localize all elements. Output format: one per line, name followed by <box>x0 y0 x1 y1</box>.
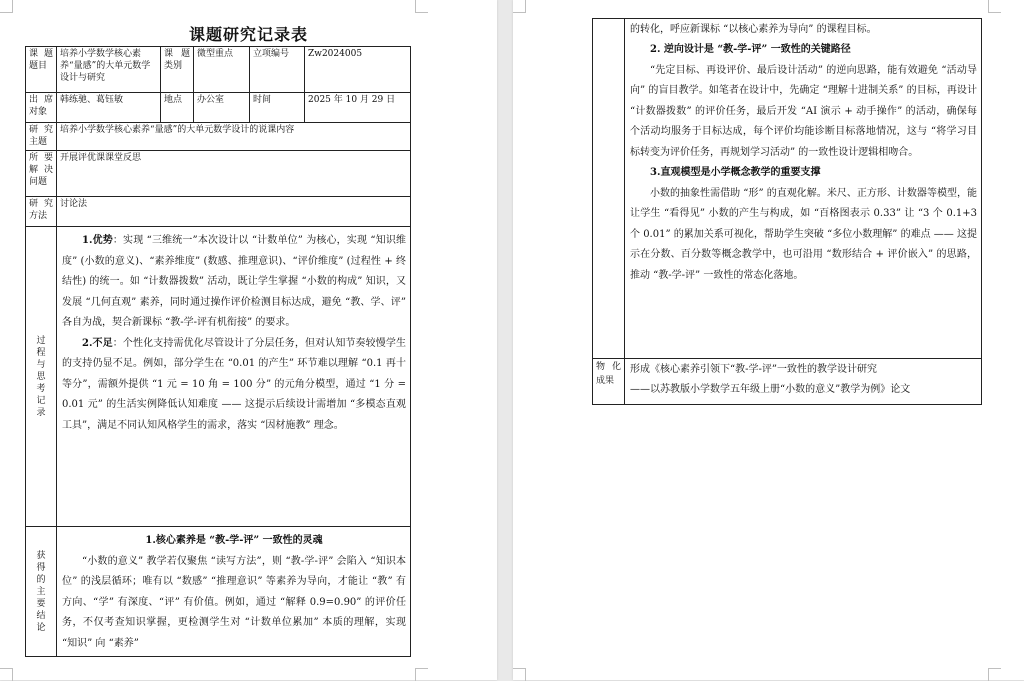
result-line-1: 形成《核心素养引领下“教-学-评”一致性的教学设计研究 <box>630 364 877 375</box>
attendee-value: 韩练驰、葛钰敏 <box>57 93 161 123</box>
conclusion-paragraph-1: “小数的意义” 教学若仅聚焦 “读写方法”，则 “教-学-评” 会陷入 “知识本位” 的浅层循环；唯有以 “数感” “推理意识” 等素养为导向，才能让 “教” 有方向、“学” 有深度、“评” 有价值。例如，通过 “解释 0.9=0.90” 的评价任务，不仅考查知识掌握，更检测学生对 “计数单位累加” 本质的理解，实现 “知识” 向 “素养” <box>62 555 406 649</box>
page-corner-mark <box>513 668 526 681</box>
conclusion-label: 获 得 的 主 要 结 论 <box>26 527 57 657</box>
time-label: 时间 <box>250 93 305 123</box>
record-table <box>25 46 411 657</box>
page-corner-mark <box>513 0 526 13</box>
theme-value: 培养小学数学核心素养“量感”的大单元数学设计的说课内容 <box>57 123 411 151</box>
conclusion-paragraph-1-continued: 的转化，呼应新课标 “以核心素养为导向” 的课程目标。 <box>630 24 877 35</box>
method-label: 研 究 方法 <box>26 197 57 227</box>
place-label: 地点 <box>161 93 194 123</box>
conclusion-paragraph-2: “先定目标、再设评价、最后设计活动” 的逆向思路，能有效避免 “活动导向” 的盲目教学。如笔者在设计中，先确定 “理解十进制关系” 的目标，再设计 “计数器拨数” 的评价任务，最后开发 “AI 演示 + 动手操作” 的活动，确保每个活动均服务于目标达成，每个评价均能诊断目标落地情况，这与 “将学习目标转变为评价任务，再规划学习活动” 的一致性设计逻辑相吻合。 <box>630 64 977 158</box>
conclusion-paragraph-3: 小数的抽象性需借助 “形” 的直观化解。米尺、正方形、计数器等模型，能让学生 “看得见” 小数的产生与构成，如 “百格图表示 0.33” 让 “3 个 0.1+3 个 0.01” 的累加关系可视化，帮助学生突破 “多位小数理解” 的难点 —— 这提示在分数、百分数等概念教学中，也可沿用 “数形结合 + 评价嵌入” 的思路，推动 “教-学-评” 一致性的常态化落地。 <box>630 187 977 281</box>
conclusion-heading-3: 3.直观模型是小学概念教学的重要支撑 <box>650 167 821 178</box>
result-label: 物 化 成果 <box>593 359 625 405</box>
problem-value: 开展评优课课堂反思 <box>57 151 411 197</box>
place-value: 办公室 <box>194 93 250 123</box>
page-corner-mark <box>415 668 428 681</box>
conclusion-content <box>57 527 411 657</box>
topic-label: 课 题 题目 <box>26 47 57 93</box>
topic-value: 培养小学数学核心素养“量感”的大单元数学设计与研究 <box>57 47 161 93</box>
time-value: 2025 年 10 月 29 日 <box>305 93 411 123</box>
conclusion-content-continued <box>625 19 982 359</box>
process-paragraph-weakness: 2.不足：个性化支持需优化尽管设计了分层任务，但对认知节奏较慢学生的支持仍显不足。例如，部分学生在 “0.01 的产生” 环节难以理解 “0.1 再十等分”，需额外提供 “1 元 = 10 角 = 100 分” 的元角分模型，通过 “1 分 = 0.01 元” 的生活实例降低认知难度 —— 这提示后续设计需增加 “多模态直观工具”，满足不同认知风格学生的需求，落实 “因材施教” 理念。 <box>62 337 407 431</box>
document-title: 课题研究记录表 <box>188 25 308 44</box>
page-corner-mark <box>415 0 428 13</box>
result-content <box>625 359 982 405</box>
document-page-right <box>513 0 1024 680</box>
category-label: 课 题 类别 <box>161 47 194 93</box>
problem-label: 所 要 解 决 问题 <box>26 151 57 197</box>
project-no-label: 立项编号 <box>250 47 305 93</box>
record-table-continued <box>592 18 982 405</box>
conclusion-label-continued <box>593 19 625 359</box>
process-label: 过 程 与 思 考 记 录 <box>26 227 57 527</box>
attendee-label: 出 席 对象 <box>26 93 57 123</box>
conclusion-heading-2: 2. 逆向设计是 “教-学-评” 一致性的关键路径 <box>650 44 851 55</box>
category-value: 微型重点 <box>194 47 250 93</box>
method-value: 讨论法 <box>57 197 411 227</box>
project-no-value: Zw2024005 <box>305 47 411 93</box>
page-corner-mark <box>988 0 1001 13</box>
process-paragraph-strength: 1.优势：实现 “三维统一”本次设计以 “计数单位” 为核心，实现 “知识维度” (小数的意义)、“素养维度” (数感、推理意识)、“评价维度” (过程性 + 终结性) 的统一。如 “计数器拨数” 活动，既让学生掌握 “小数的构成” 知识，又发展 “几何直观” 素养，同时通过操作评价检测目标达成，避免 “教、学、评” 各自为战，契合新课标 “教-学-评有机衔接” 的要求。 <box>62 235 406 328</box>
result-line-2: ——以苏教版小学数学五年级上册“小数的意义”教学为例》论文 <box>630 384 911 395</box>
theme-label: 研 究 主题 <box>26 123 57 151</box>
process-content <box>57 227 411 527</box>
conclusion-heading-1: 1.核心素养是 “教-学-评” 一致性的灵魂 <box>145 535 323 546</box>
page-corner-mark <box>0 668 13 681</box>
page-corner-mark <box>0 0 13 13</box>
document-page-left <box>0 0 497 680</box>
page-corner-mark <box>988 668 1001 681</box>
